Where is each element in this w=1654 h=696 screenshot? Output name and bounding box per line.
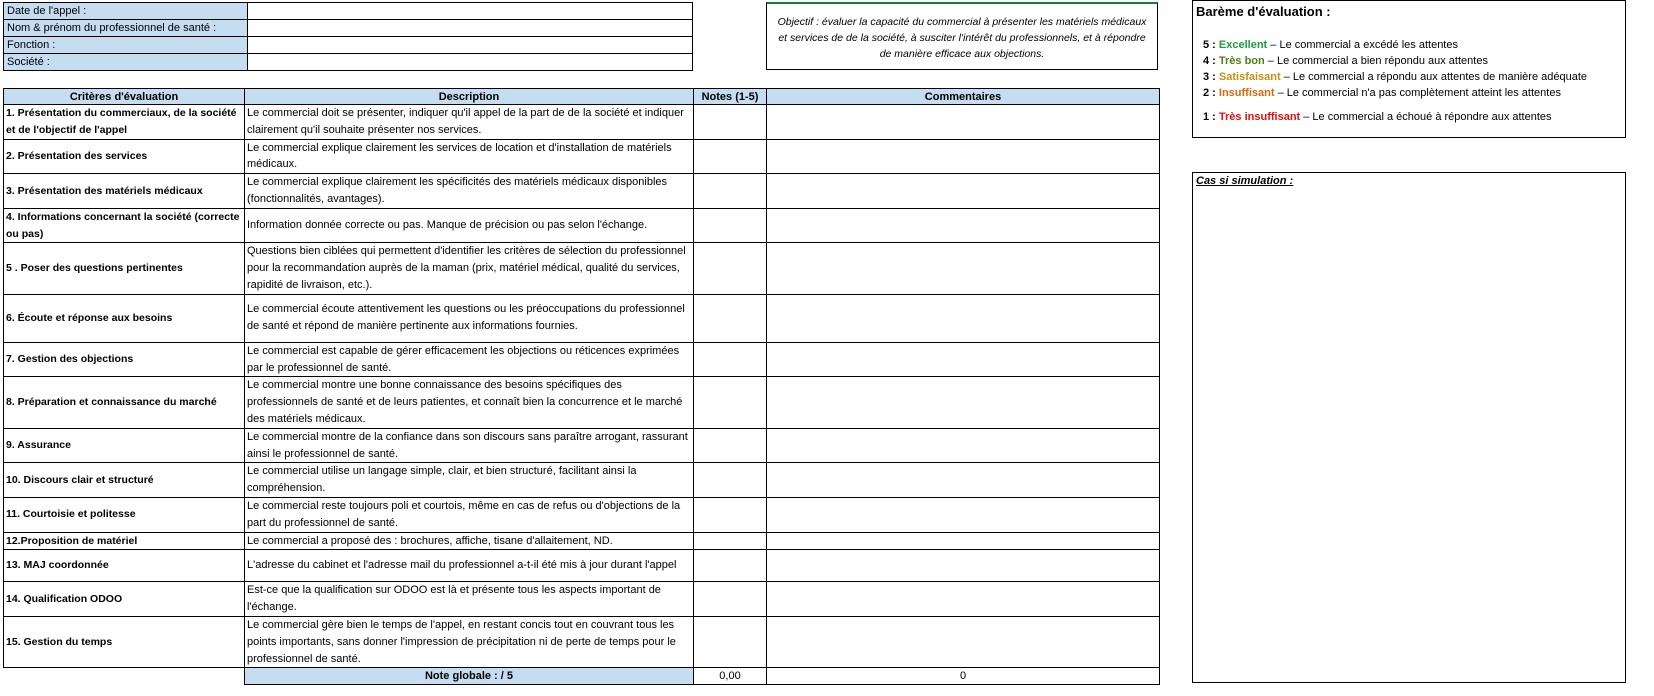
rating-level: Très bon bbox=[1218, 55, 1265, 67]
objective-box bbox=[766, 2, 1158, 70]
criteria-cell: 15. Gestion du temps bbox=[4, 616, 245, 667]
rating-level: Insuffisant bbox=[1218, 87, 1275, 99]
simulation-label: Cas si simulation : bbox=[1196, 175, 1294, 187]
comment-cell[interactable] bbox=[767, 105, 1160, 140]
comment-cell[interactable] bbox=[767, 550, 1160, 582]
info-row-function bbox=[4, 37, 693, 54]
description-cell: Le commercial écoute attentivement les questions ou les préoccupations du professionnel de santé et répond de manière pertinente aux informations fournies. bbox=[245, 294, 694, 342]
description-cell: Est-ce que la qualification sur ODOO est là et présente tous les aspects important de l'échange. bbox=[245, 582, 694, 617]
description-cell: Information donnée correcte ou pas. Manque de précision ou pas selon l'échange. bbox=[245, 208, 694, 243]
table-row bbox=[4, 208, 1160, 243]
table-row bbox=[4, 105, 1160, 140]
table-row bbox=[4, 463, 1160, 498]
criteria-cell: 1. Présentation du commerciaux, de la société et de l'objectif de l'appel bbox=[4, 105, 245, 140]
evaluation-table bbox=[3, 88, 1160, 685]
info-label: Société : bbox=[4, 54, 248, 71]
table-row bbox=[4, 377, 1160, 428]
table-row bbox=[4, 174, 1160, 209]
rating-text: – Le commercial a bien répondu aux attentes bbox=[1264, 55, 1488, 67]
rating-level: Excellent bbox=[1218, 39, 1268, 51]
criteria-cell: 8. Préparation et connaissance du marché bbox=[4, 377, 245, 428]
info-row-company bbox=[4, 54, 693, 71]
table-row bbox=[4, 550, 1160, 582]
comment-cell[interactable] bbox=[767, 428, 1160, 463]
comment-cell[interactable] bbox=[767, 377, 1160, 428]
info-value-cell[interactable] bbox=[248, 20, 693, 37]
criteria-cell: 9. Assurance bbox=[4, 428, 245, 463]
criteria-cell: 10. Discours clair et structuré bbox=[4, 463, 245, 498]
note-cell[interactable] bbox=[694, 532, 767, 550]
description-cell: L'adresse du cabinet et l'adresse mail du professionnel a-t-il été mis à jour durant l'appel bbox=[245, 550, 694, 582]
info-label: Date de l'appel : bbox=[4, 3, 248, 20]
criteria-cell: 11. Courtoisie et politesse bbox=[4, 497, 245, 532]
description-cell: Le commercial reste toujours poli et courtois, même en cas de refus ou d'objections de la part du professionnel de santé. bbox=[245, 497, 694, 532]
description-cell: Le commercial montre une bonne connaissance des besoins spécifiques des professionnels de santé et de leurs patientes, et connaît bien la concurrence et le marché des matériels médicaux. bbox=[245, 377, 694, 428]
comment-cell[interactable] bbox=[767, 342, 1160, 377]
table-row bbox=[4, 139, 1160, 174]
info-value-cell[interactable] bbox=[248, 37, 693, 54]
rating-text: – Le commercial a excédé les attentes bbox=[1267, 39, 1458, 51]
header-description: Description bbox=[245, 89, 694, 105]
header-comments: Commentaires bbox=[767, 89, 1160, 105]
note-cell[interactable] bbox=[694, 342, 767, 377]
note-cell[interactable] bbox=[694, 243, 767, 294]
header-criteria: Critères d'évaluation bbox=[4, 89, 245, 105]
table-row bbox=[4, 616, 1160, 667]
criteria-cell: 3. Présentation des matériels médicaux bbox=[4, 174, 245, 209]
description-cell: Le commercial explique clairement les spécificités des matériels médicaux disponibles (fonctionnalités, avantages). bbox=[245, 174, 694, 209]
table-row bbox=[4, 532, 1160, 550]
rating-item-4 bbox=[1203, 54, 1488, 69]
comment-cell[interactable] bbox=[767, 174, 1160, 209]
note-cell[interactable] bbox=[694, 294, 767, 342]
rating-level: Très insuffisant bbox=[1218, 111, 1301, 123]
comment-cell[interactable] bbox=[767, 616, 1160, 667]
description-cell: Le commercial explique clairement les services de location et d'installation de matériels médicaux. bbox=[245, 139, 694, 174]
info-label: Nom & prénom du professionnel de santé : bbox=[4, 20, 248, 37]
note-cell[interactable] bbox=[694, 582, 767, 617]
note-cell[interactable] bbox=[694, 208, 767, 243]
comment-cell[interactable] bbox=[767, 294, 1160, 342]
info-row-date bbox=[4, 3, 693, 20]
note-cell[interactable] bbox=[694, 139, 767, 174]
comment-cell[interactable] bbox=[767, 463, 1160, 498]
comment-cell[interactable] bbox=[767, 139, 1160, 174]
note-cell[interactable] bbox=[694, 377, 767, 428]
criteria-cell: 2. Présentation des services bbox=[4, 139, 245, 174]
criteria-cell: 14. Qualification ODOO bbox=[4, 582, 245, 617]
criteria-cell: 13. MAJ coordonnée bbox=[4, 550, 245, 582]
total-blank bbox=[4, 668, 245, 685]
info-value-cell[interactable] bbox=[248, 3, 693, 20]
rating-text: – Le commercial a échoué à répondre aux attentes bbox=[1300, 111, 1552, 123]
comment-cell[interactable] bbox=[767, 532, 1160, 550]
rating-text: – Le commercial n'a pas complètement atteint les attentes bbox=[1274, 87, 1561, 99]
comment-cell[interactable] bbox=[767, 208, 1160, 243]
note-cell[interactable] bbox=[694, 105, 767, 140]
rating-scale-title: Barème d'évaluation : bbox=[1196, 4, 1331, 19]
header-notes: Notes (1-5) bbox=[694, 89, 767, 105]
description-cell: Le commercial montre de la confiance dans son discours sans paraître arrogant, rassurant ainsi le professionnel de santé. bbox=[245, 428, 694, 463]
description-cell: Le commercial a proposé des : brochures, affiche, tisane d'allaitement, ND. bbox=[245, 532, 694, 550]
rating-item-3 bbox=[1203, 70, 1587, 85]
evaluation-header-row bbox=[4, 89, 1160, 105]
info-row-name bbox=[4, 20, 693, 37]
comment-cell[interactable] bbox=[767, 243, 1160, 294]
table-row bbox=[4, 497, 1160, 532]
objective-text: Objectif : évaluer la capacité du commercial à présenter les matériels médicaux et services de de la société, à susciter l'intérêt du professionnels, et à répondre de manière efficace aux objections. bbox=[777, 16, 1147, 60]
note-cell[interactable] bbox=[694, 497, 767, 532]
table-row bbox=[4, 243, 1160, 294]
total-note: 0,00 bbox=[694, 668, 767, 685]
rating-score: 4 : bbox=[1203, 55, 1216, 67]
criteria-cell: 12.Proposition de matériel bbox=[4, 532, 245, 550]
total-row bbox=[4, 668, 1160, 685]
criteria-cell: 6. Écoute et réponse aux besoins bbox=[4, 294, 245, 342]
note-cell[interactable] bbox=[694, 174, 767, 209]
info-label: Fonction : bbox=[4, 37, 248, 54]
simulation-box[interactable] bbox=[1192, 172, 1626, 683]
note-cell[interactable] bbox=[694, 550, 767, 582]
rating-score: 5 : bbox=[1203, 39, 1216, 51]
rating-item-5 bbox=[1203, 38, 1458, 53]
comment-cell[interactable] bbox=[767, 497, 1160, 532]
rating-item-2 bbox=[1203, 86, 1561, 101]
description-cell: Le commercial est capable de gérer efficacement les objections ou réticences exprimées par le professionnel de santé. bbox=[245, 342, 694, 377]
info-value-cell[interactable] bbox=[248, 54, 693, 71]
table-row bbox=[4, 582, 1160, 617]
call-info-table bbox=[3, 2, 693, 71]
note-cell[interactable] bbox=[694, 616, 767, 667]
description-cell: Questions bien ciblées qui permettent d'identifier les critères de sélection du professionnel pour la recommandation auprès de la maman (prix, matériel médical, qualité du services, rapidité de livraison, etc.). bbox=[245, 243, 694, 294]
description-cell: Le commercial doit se présenter, indiquer qu'il appel de la part de de la société et indiquer clairement qu'il souhaite présenter nos services. bbox=[245, 105, 694, 140]
description-cell: Le commercial utilise un langage simple, clair, et bien structuré, facilitant ainsi la compréhension. bbox=[245, 463, 694, 498]
rating-score: 1 : bbox=[1203, 111, 1216, 123]
total-label: Note globale : / 5 bbox=[245, 668, 694, 685]
rating-text: – Le commercial a répondu aux attentes de manière adéquate bbox=[1280, 71, 1588, 83]
rating-score: 3 : bbox=[1203, 71, 1216, 83]
criteria-cell: 4. Informations concernant la société (correcte ou pas) bbox=[4, 208, 245, 243]
rating-level: Satisfaisant bbox=[1218, 71, 1281, 83]
note-cell[interactable] bbox=[694, 428, 767, 463]
table-row bbox=[4, 428, 1160, 463]
rating-item-1 bbox=[1203, 110, 1552, 125]
criteria-cell: 5 . Poser des questions pertinentes bbox=[4, 243, 245, 294]
note-cell[interactable] bbox=[694, 463, 767, 498]
total-comment: 0 bbox=[767, 668, 1160, 685]
description-cell: Le commercial gère bien le temps de l'appel, en restant concis tout en couvrant tous les points importants, sans donner l'impression de précipitation ni de perte de temps pour le professionnel de santé. bbox=[245, 616, 694, 667]
table-row bbox=[4, 294, 1160, 342]
criteria-cell: 7. Gestion des objections bbox=[4, 342, 245, 377]
rating-scale-box bbox=[1192, 0, 1626, 138]
table-row bbox=[4, 342, 1160, 377]
comment-cell[interactable] bbox=[767, 582, 1160, 617]
rating-score: 2 : bbox=[1203, 87, 1216, 99]
